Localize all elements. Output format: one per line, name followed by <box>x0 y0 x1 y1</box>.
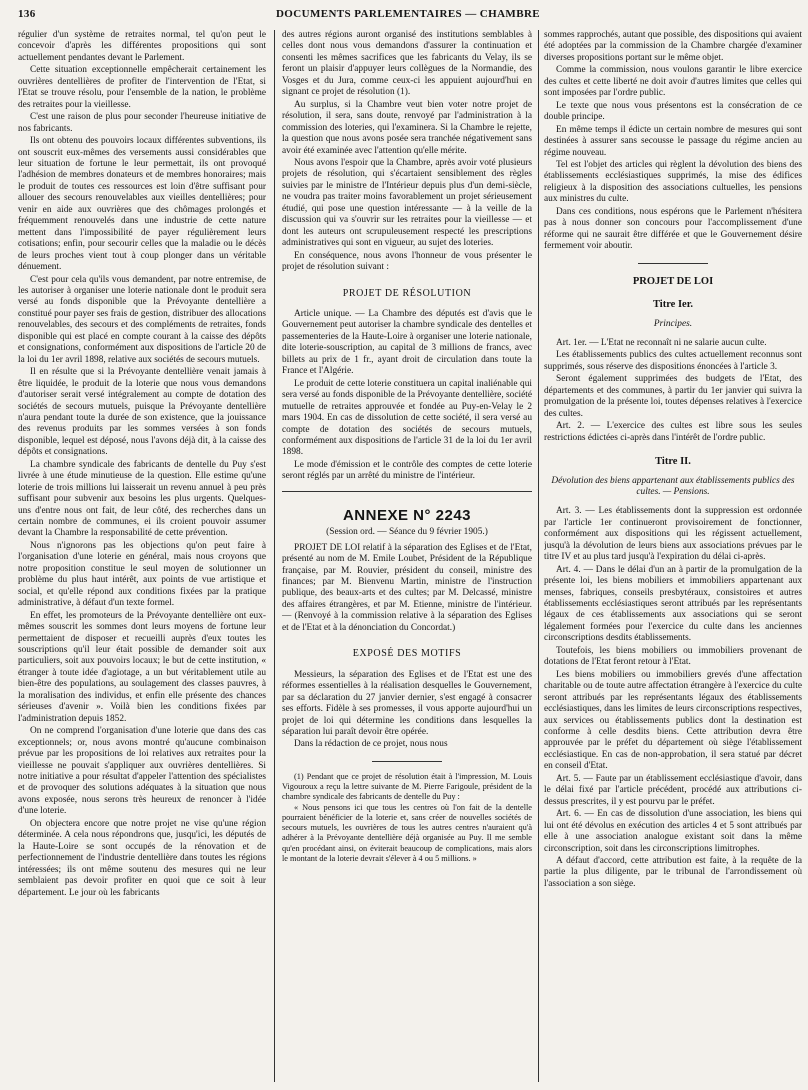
article: Art. 2. — L'exercice des cultes est libre sous les seules restrictions édictées ci-après dans l'intérêt de l'ordre public. <box>544 421 802 443</box>
paragraph: Dans la rédaction de ce projet, nous nous <box>294 739 448 750</box>
paragraph: régulier d'un système de retraites normal, tel qu'on peut le concevoir d'après les différentes propositions qui sont actuellement pendantes devant le Parlement. <box>18 30 266 63</box>
titre-2-subtitle: Dévolution des biens appartenant aux établissements publics des cultes. — Pensions. <box>551 475 795 497</box>
paragraph: Les établissements publics des cultes actuellement reconnus sont supprimés, sous réserve des dispositions énoncées à l'article 3. <box>544 350 802 372</box>
article: Art. 6. — En cas de dissolution d'une association, les biens qui lui ont été dévolus en exécution des articles 4 et 5 sont attribués par elle à une association analogue existant soit dans la même circonscription, soit dans les circonscriptions limitrophes. <box>544 809 802 854</box>
expose-heading: EXPOSÉ DES MOTIFS <box>352 648 462 660</box>
paragraph: des autres régions auront organisé des institutions semblables à celles dont nous vous demandons d'assurer la continuation et consenti les mêmes sacrifices que les fabricants du Velay, ils se feront un plaisir d'appuyer leurs collègues de la Normandie, des Vosges et du Jura, comme ceux-ci les appuient aujourd'hui en signant ce projet de résolution (1). <box>282 30 532 98</box>
article: Art. 1er. — L'Etat ne reconnaît ni ne salarie aucun culte. <box>556 337 767 348</box>
paragraph: C'est pour cela qu'ils vous demandent, par notre entremise, de les autoriser à organiser une loterie nationale dont le produit sera versé au fonds disponible que la Prévoyante dentellière a constitué pour payer ses frais de gestion, distribuer des allocations renouvelables, des secours et des compléments de retraites, fonds disponible qui est placé en compte courant à la caisse des dépôts et consignations, conformément aux dispositions de l'article 20 de la loi du 1er avril 1898, relative aux sociétés de secours mutuels. <box>18 274 266 365</box>
column-middle <box>282 30 532 1082</box>
paragraph: Tel est l'objet des articles qui règlent la dévolution des biens des établissements ecclésiastiques supprimés, la mise des édifices religieux à la disposition des associations cultuelles, les pensions aux ministres du culte. <box>544 159 802 205</box>
paragraph: La chambre syndicale des fabricants de dentelle du Puy s'est livrée à une étude minutieuse de la question. Elle estime qu'une loterie de trois millions lui laisserait un revenu annuel à peu près suffisant pour subvenir aux besoins les plus urgents. Quelques-uns d'entre nous ont fait, de leur côté, des recherches dans un certain nombre de communes, ei ils croient pouvoir assumer devant la Chambre la responsabilité de cette prévention. <box>18 459 266 539</box>
paragraph: En même temps il édicte un certain nombre de mesures qui sont destinées à assurer sans secousse le passage du régime ancien au régime nouveau. <box>544 124 802 158</box>
column-right <box>544 30 802 1082</box>
column-left <box>18 30 266 1082</box>
paragraph: Cette situation exceptionnelle empêcherait certainement les ouvrières dentellières de profiter de l'intervention de l'Etat, si l'Etat se trouve résolu, pour l'ensemble de la nation, le problème des retraites pour la vieillesse. <box>18 65 266 110</box>
page-number: 136 <box>18 8 36 20</box>
paragraph: On ne comprend l'organisation d'une loterie que dans des cas exceptionnels; or, nous avons montré qu'aucune combinaison prévue par les propositions de loi relatives aux retraites pour la vieillesse ne pouvait s'appliquer aux ouvrières dentellières. Si notre initiative a pour résultat d'appeler l'attention des spécialistes et de provoquer des solutions adéquates à la situation que nous avons exposée, nous serons très heureux de renoncer à l'idée d'une loterie. <box>18 726 266 817</box>
article: Art. 3. — Les établissements dont la suppression est ordonnée par l'article 1er continueront provisoirement de fonctionner, conformément aux dispositions qui les régissent actuellement, jusqu'à la dévolution de leurs biens aux associations prévues par le titre IV et au plus tard jusqu'à l'expiration du délai ci-après. <box>544 506 802 563</box>
paragraph: Le produit de cette loterie constituera un capital inaliénable qui sera versé au fonds disponible de la Prévoyante dentellière, société mutuelle de retraites approuvée et fondée au Puy-en-Velay le 2 mars 1904. En cas de dissolution de cette société, il sera versé au compte de dotation des sociétés de secours mutuels, conformément aux dispositions de l'article 31 de la loi du 1er avril 1898. <box>282 378 532 458</box>
paragraph: A défaut d'accord, cette attribution est faite, à la requête de la partie la plus diligente, par le tribunal de l'arrondissement où l'association a son siège. <box>544 856 802 889</box>
paragraph: Seront également supprimées des budgets de l'Etat, des départements et des communes, à partir du 1er janvier qui suivra la promulgation de la présente loi, toutes dépenses relatives à l'exercice des cultes. <box>544 374 802 419</box>
resolution-article: Article unique. — La Chambre des députés est d'avis que le Gouvernement peut autoriser la chambre syndicale des dentelles et passementeries de la Haute-Loire à organiser une loterie nationale, dite loterie-souscription, au capital de 3 millions de francs, avec billets au prix de 1 fr., ayant droit de circulation dans toute la France et l'Algérie. <box>282 308 532 377</box>
paragraph: Comme la commission, nous voulons garantir le libre exercice des cultes et cette liberté ne doit avoir d'autres limites que celles qui sont imposées par l'ordre public. <box>544 65 802 99</box>
page-title: DOCUMENTS PARLEMENTAIRES — CHAMBRE <box>275 8 541 20</box>
column-divider <box>538 30 539 1082</box>
projet-de-loi-intro: PROJET DE LOI relatif à la séparation des Eglises et de l'Etat, présenté au nom de M. Emile Loubet, Président de la République française, par M. Rouvier, président du conseil, ministre des finances; par M. Bienvenu Martin, ministre de l'instruction publique, des beaux-arts et des cultes; par M. Delcassé, ministre des affaires étrangères, et par M. Etienne, ministre de l'intérieur. — (Renvoyé à la commission relative à la séparation des Eglises et de l'Etat et à la dénonciation du Concordat.) <box>282 542 532 633</box>
paragraph: Il en résulte que si la Prévoyante dentellière venait jamais à être liquidée, le produit de la loterie que nous vous demandons d'autoriser serait versé intégralement au compte de dotation des sociétés de secours mutuels, puisque la Prévoyante dentellière n'aura pendant toute la durée de son existence, que la jouissance des revenus produits par les sommes versées à son fonds disponible, lequel est déposé, nous l'avons déjà dit, à la caisse des dépôts et consignations. <box>18 367 266 458</box>
session-line: (Session ord. — Séance du 9 février 1905.) <box>326 527 488 538</box>
paragraph: Nous n'ignorons pas les objections qu'on peut faire à l'organisation d'une loterie en général, mais nous croyons que notre proposition constitue le seul moyen de solutionner un problème du plus haut intérêt, aux points de vue artistique et social, et qu'elle répond aux conditions fixées par la pratique administrative, à défaut d'un texte formel. <box>18 540 266 609</box>
footnote: « Nous pensons ici que tous les centres où l'on fait de la dentelle pourraient bénéficier de la loterie et, sans créer de nouvelles sociétés de secours mutuels, les ouvrières de tous les autres centres n'auraient qu'à adhérer à la Prévoyante dentellière déjà organisée au Puy. Il me semble qu'en procédant ainsi, on éviterait beaucoup de complications, mais alors le montant de la loterie devrait s'élever à 4 ou 5 millions. » <box>282 803 532 863</box>
resolution-heading: PROJET DE RÉSOLUTION <box>342 287 472 299</box>
section-rule <box>638 263 708 264</box>
article: Art. 4. — Dans le délai d'un an à partir de la promulgation de la présente loi, les biens mobiliers et immobiliers appartenant aux menses, fabriques, conseils presbytéraux, consistoires et autres établissements ecclésiastiques seront attribués par les représentants légaux de ces établissements aux associations qui se seront légalement formées pour l'exercice du culte dans les anciennes circonscriptions desdits établissements. <box>544 564 802 644</box>
paragraph: sommes rapprochés, autant que possible, des dispositions qui avaient été adoptées par la commission de la Chambre chargée d'examiner diverses propositions portant sur le même objet. <box>544 30 802 63</box>
section-rule <box>282 491 532 492</box>
paragraph: On objectera encore que notre projet ne vise qu'une région déterminée. A cela nous répondrons que, jusqu'ici, les députés de la Haute-Loire se sont occupés de la rénovation et de perfectionnement de l'industrie dentellière dans toutes les régions intéressées; ils ont même soutenu des mesures qui ne leur semblaient pas devoir profiter en quoi que ce soit à leur département. Le jour où les fabricants <box>18 818 266 898</box>
paragraph: Les biens mobiliers ou immobiliers grevés d'une affectation charitable ou de toute autre affectation étrangère à l'exercice du culte seront attribués par les représentants légaux des établissements ecclésiastiques, dans les limites de leurs circonscriptions respectives, aux services ou établissements publics dont la destination est conforme à celle desdits biens. Cette attribution devra être approuvée par le préfet du département où siège l'établissement ecclésiastique. En cas de non-approbation, il sera statué par décret en conseil d'Etat. <box>544 669 802 772</box>
titre-1-heading: Titre Ier. <box>652 299 694 311</box>
column-divider <box>274 30 275 1082</box>
paragraph: En conséquence, nous avons l'honneur de vous présenter le projet de résolution suivant : <box>282 250 532 273</box>
paragraph: Au surplus, si la Chambre veut bien voter notre projet de résolution, il sera, sans doute, renvoyé par l'administration à la commission des loteries, qui l'examinera. Si la Chambre le rejette, la question que nous avons posée sera tranchée négativement sans avoir été examinée avec l'attention qu'elle mérite. <box>282 99 532 156</box>
paragraph: Nous avons l'espoir que la Chambre, après avoir voté plusieurs projets de résolution, qui s'écartaient sensiblement des règles suivies par le ministre de l'Intérieur depuis plus d'un demi-siècle, ne voudra pas traiter moins favorablement un projet sérieusement étudié, qui pose une question intéressante — à la veille de la discussion qui va s'ouvrir sur les retraites pour la vieillesse — et dont les auteurs ont scrupuleusement respecté les prescriptions administratives qui sont en vigueur, au sujet des loteries. <box>282 157 532 249</box>
article: Art. 5. — Faute par un établissement ecclésiastique d'avoir, dans le délai fixé par l'article précédent, procédé aux attributions ci-dessus prescrites, il y est pourvu par le préfet. <box>544 773 802 807</box>
titre-1-subtitle: Principes. <box>653 318 693 329</box>
paragraph: Messieurs, la séparation des Eglises et de l'Etat est une des réformes essentielles à la réalisation desquelles le Gouvernement, par sa déclaration du 27 janvier dernier, s'est engagé à consacrer ses efforts. Fidèle à ses promesses, il vous apporte aujourd'hui un projet de loi qui détermine les conditions dans lesquelles la séparation lui paraît devoir être opérée. <box>282 669 532 738</box>
paragraph: Toutefois, les biens mobiliers ou immobiliers provenant de dotations de l'Etat feront retour à l'Etat. <box>544 645 802 668</box>
paragraph: C'est une raison de plus pour seconder l'heureuse initiative de nos fabricants. <box>18 112 266 134</box>
footnote: (1) Pendant que ce projet de résolution était à l'impression, M. Louis Vigouroux a reçu la lettre suivante de M. Pierre Farigoule, président de la chambre syndicale des fabricants de dentelle du Puy : <box>282 771 532 802</box>
loi-heading: PROJET DE LOI <box>632 275 714 287</box>
page-header <box>18 8 798 24</box>
footnote-rule <box>372 761 442 762</box>
paragraph: Le mode d'émission et le contrôle des comptes de cette loterie seront réglés par un arrêté du ministre de l'intérieur. <box>282 459 532 482</box>
annexe-title: ANNEXE N° 2243 <box>342 506 472 524</box>
paragraph: Dans ces conditions, nous espérons que le Parlement n'hésitera pas à nous donner son concours pour l'accomplissement d'une réforme qui ne saurait être différée et que le Gouvernement désire fermement voir aboutir. <box>544 206 802 252</box>
titre-2-heading: Titre II. <box>655 456 691 468</box>
paragraph: Le texte que nous vous présentons est la consécration de ce double principe. <box>544 100 802 123</box>
paragraph: En effet, les promoteurs de la Prévoyante dentellière ont eux-mêmes souscrit les sommes dont leurs moyens de fortune leur permettaient de disposer et recueilli auprès d'eux toutes les souscriptions qu'il leur était possible de demander soit aux particuliers, soit aux pouvoirs locaux; le but de cette institution, « étranger à toute idée d'agiotage, a un but véritablement utile au bien-être des populations, au soulagement des classes pauvres, à la moralisation des individus, et enfin elle présente des chances sérieuses d'avenir ». Voilà bien les conditions fixées par l'administration depuis 1852. <box>18 610 266 724</box>
paragraph: Ils ont obtenu des pouvoirs locaux différentes subventions, ils ont souscrit eux-mêmes des versements aussi considérables que leur situation de fortune le leur permettait, ils ont provoqué l'adhésion de membres donateurs et de membres honoraires; mais le produit de toutes ces ressources est loin d'être suffisant pour allouer des secours renouvelables aux vieilles dentellières; pour venir en aide aux ouvrières que des chômages prolongés et fréquemment renouvelés dans une industrie de cette nature mettent dans l'impossibilité de payer régulièrement leurs cotisations; enfin, pour secourir celles que la maladie ou le décès de leurs proches vient tout à coup plonger dans un véritable dénuement. <box>18 136 266 273</box>
